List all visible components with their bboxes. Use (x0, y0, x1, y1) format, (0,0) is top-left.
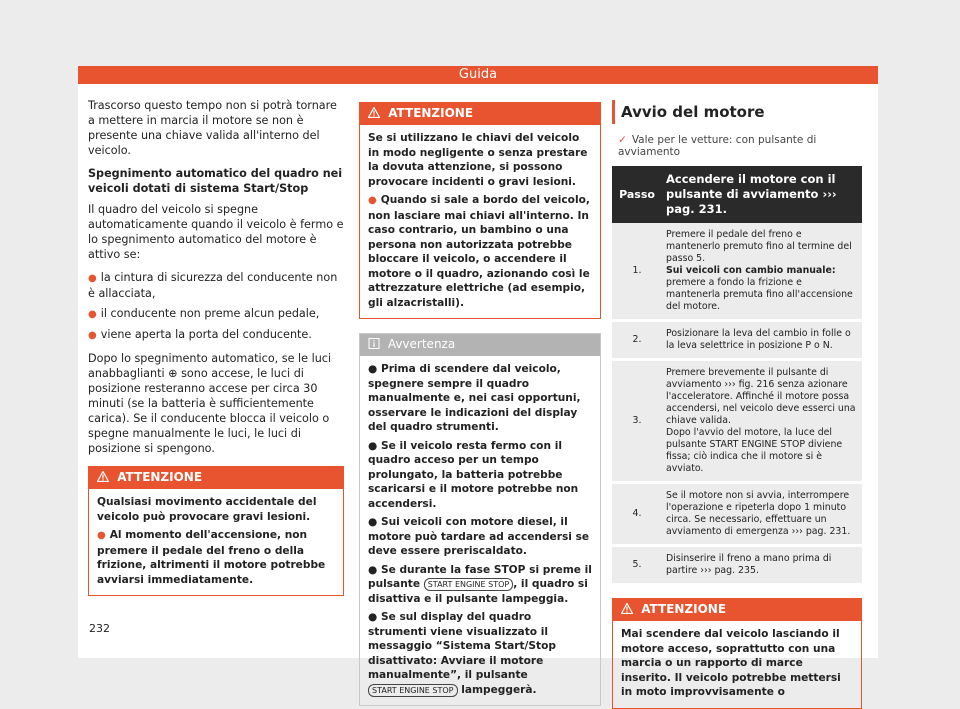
bullet-icon: ● (88, 273, 97, 284)
bullet-icon: ● (368, 195, 377, 206)
start-stop-key-label: START ENGINE STOP (424, 578, 514, 591)
warning-box (612, 598, 862, 709)
note-bullet: ● Sui veicoli con motore diesel, il motore può tardare ad accendersi se deve essere preriscaldato. (368, 516, 590, 557)
warning-bullet: ● Quando si sale a bordo del veicolo, non lasciare mai chiavi all'interno. In caso contrario, un bambino o una persona non autorizzata potrebbe bloccare il veicolo, o accendere il motore o il quadro, azionando così le attrezzature elettriche (ad esempio, gli alzacristalli). (368, 194, 590, 309)
note-box (359, 333, 601, 706)
bullet-icon: ● (368, 611, 381, 623)
warning-title: ATTENZIONE (360, 103, 600, 125)
check-icon: ✓ (618, 134, 627, 146)
steps-table (612, 166, 862, 586)
warning-title: ATTENZIONE (89, 467, 343, 489)
list-item: ● viene aperta la porta del conducente. (88, 328, 312, 341)
table-header-action: Accendere il motore con il pulsante di avviamento ››› pag. 231. (662, 166, 862, 223)
warning-text: Qualsiasi movimento accidentale del veicolo può provocare gravi lesioni. (97, 496, 317, 523)
bullet-icon: ● (368, 516, 381, 528)
warning-title: ATTENZIONE (613, 599, 861, 621)
paragraph: Il quadro del veicolo si spegne automaticamente quando il veicolo è fermo e lo spegnimento automatico del motore è attivo se: (88, 203, 344, 261)
bullet-icon: ● (368, 363, 381, 375)
column-3 (612, 98, 862, 709)
table-row: 2. Posizionare la leva del cambio in folle o la leva selettrice in posizione P o N. (612, 321, 862, 360)
page-number: 232 (89, 622, 110, 635)
table-row: 3. Premere brevemente il pulsante di avviamento ››› fig. 216 senza azionare l'acceleratore. Affinché il motore possa accendersi, nel veicolo deve esserci una chiave valida. Dopo l'avvio del motore, la luce del pulsante START ENGINE STOP diviene fissa; ciò indica che il motore si è avviato. (612, 360, 862, 483)
bullet-icon: ● (88, 309, 97, 320)
section-title: Avvio del motore (612, 100, 862, 124)
note-bullet: ● Se durante la fase STOP si preme il pulsante START ENGINE STOP , il quadro si disattiva e il pulsante lampeggia. (368, 563, 592, 605)
start-stop-key-label: START ENGINE STOP (368, 684, 458, 697)
paragraph: Dopo lo spegnimento automatico, se le luci anabbaglianti ⊕ sono accese, le luci di posizione resteranno accese per circa 30 minuti (se la batteria è sufficientemente carica). Se il conducente blocca il veicolo o spegne manualmente le luci, le luci di posizione si spengono. (88, 352, 332, 455)
note-title: Avvertenza (360, 334, 600, 356)
bullet-icon: ● (97, 530, 106, 541)
info-icon (368, 338, 380, 349)
bullet-icon: ● (368, 439, 381, 452)
warning-text: Se si utilizzano le chiavi del veicolo in modo negligente o senza prestare la dovuta attenzione, si possono provocare incidenti o gravi lesioni. (368, 132, 588, 188)
table-row: 4. Se il motore non si avvia, interrompere l'operazione e ripeterla dopo 1 minuto circa. Se necessario, effettuare un avviamento di emergenza ››› pag. 231. (612, 483, 862, 546)
warning-icon (368, 107, 380, 118)
paragraph: Trascorso questo tempo non si potrà tornare a mettere in marcia il motore se non è presente una chiave valida all'interno del veicolo. (88, 99, 337, 157)
warning-icon (97, 471, 109, 482)
warning-box (88, 466, 344, 596)
warning-icon (621, 603, 633, 614)
subheading: Spegnimento automatico del quadro nei veicoli dotati di sistema Start/Stop (88, 167, 343, 195)
section-header: Guida (78, 66, 878, 84)
column-2 (359, 102, 601, 706)
warning-bullet: ● Al momento dell'accensione, non premere il pedale del freno o della frizione, altrimenti il motore potrebbe avviarsi immediatamente. (97, 529, 326, 586)
warning-box (359, 102, 601, 319)
note-bullet: ● Se il veicolo resta fermo con il quadro acceso per un tempo prolungato, la batteria potrebbe scaricarsi e il motore potrebbe non accendersi. (368, 439, 579, 510)
list-item: ● il conducente non preme alcun pedale, (88, 307, 320, 320)
bullet-icon: ● (88, 330, 97, 341)
table-row: 1. Premere il pedale del freno e mantenerlo premuto fino al termine del passo 5. Sui veicoli con cambio manuale: premere a fondo la frizione e mantenerla premuta fino all'accensione del motore. (612, 223, 862, 321)
warning-text: Mai scendere dal veicolo lasciando il motore acceso, soprattutto con una marcia o un rapporto di marce inserito. Il veicolo potrebbe mettersi in moto improvvisamente o (621, 628, 841, 698)
column-1 (88, 98, 344, 596)
table-header-step: Passo (612, 166, 662, 223)
note-bullet: ● Prima di scendere dal veicolo, spegnere sempre il quadro manualmente e, nei casi opportuni, osservare le indicazioni del display del quadro strumenti. (368, 363, 581, 433)
applicability-note: ✓ Vale per le vetture: con pulsante di avviamento (618, 134, 817, 158)
list-item: ● la cintura di sicurezza del conducente non è allacciata, (88, 271, 338, 300)
note-bullet: ● Se sul display del quadro strumenti viene visualizzato il messaggio “Sistema Start/Stop disattivato: Avviare il motore manualmente”, il pulsante START ENGINE STOP lampeggerà. (368, 611, 556, 696)
table-row: 5. Disinserire il freno a mano prima di partire ››› pag. 235. (612, 546, 862, 585)
bullet-icon: ● (368, 563, 381, 576)
